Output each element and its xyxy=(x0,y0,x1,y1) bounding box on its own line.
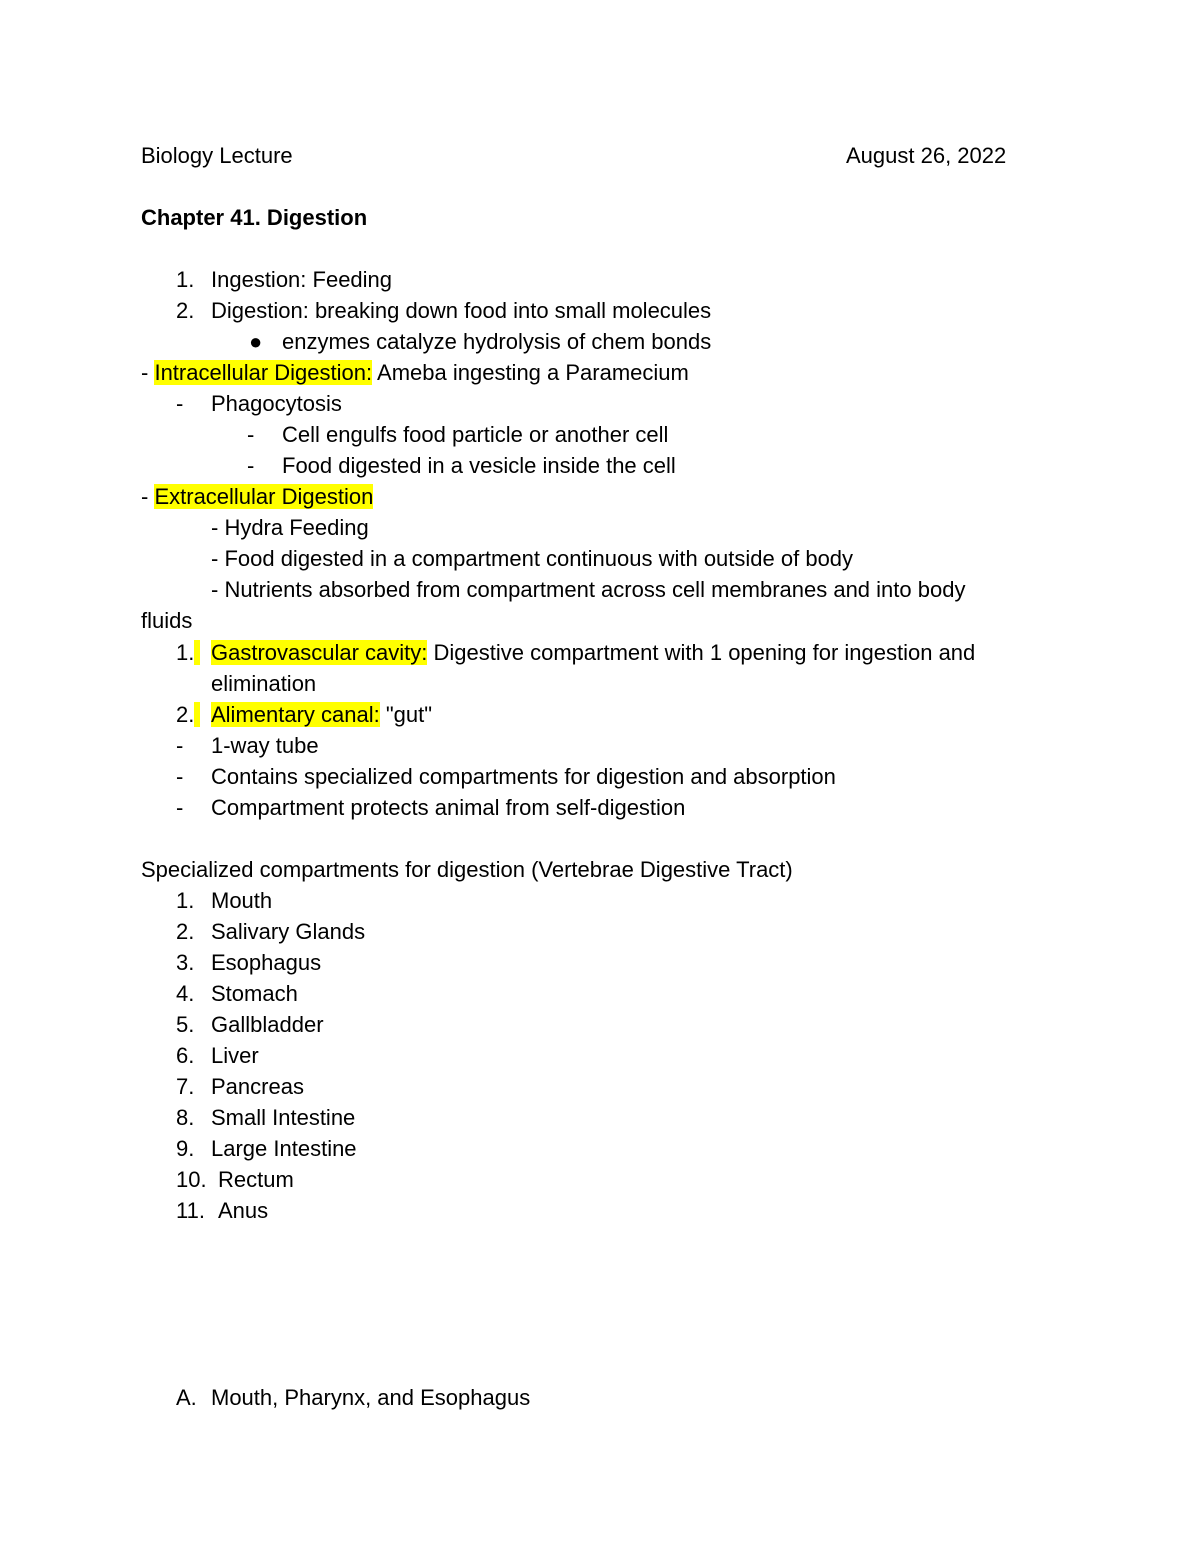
list-number: 6. xyxy=(176,1043,195,1068)
term-description: Ameba ingesting a Paramecium xyxy=(377,360,689,385)
list-item: Salivary Glands xyxy=(211,919,366,944)
dash-marker: - xyxy=(176,733,184,758)
list-item: Ingestion: Feeding xyxy=(211,267,393,292)
chapter-heading: Chapter 41. Digestion xyxy=(141,205,368,230)
list-number: 9. xyxy=(176,1136,195,1161)
list-number: 1. xyxy=(176,267,195,292)
list-item: Pancreas xyxy=(211,1074,304,1099)
list-item: - Nutrients absorbed from compartment across cell membranes and into body xyxy=(211,577,966,602)
dash-marker: - xyxy=(176,795,184,820)
list-item-wrap: elimination xyxy=(211,671,317,696)
section-heading: Specialized compartments for digestion (Vertebrae Digestive Tract) xyxy=(141,857,793,882)
list-number: 10. xyxy=(176,1167,207,1192)
list-item: 1-way tube xyxy=(211,733,319,758)
list-letter: A. xyxy=(176,1385,197,1410)
list-item: Cell engulfs food particle or another cell xyxy=(282,422,669,447)
list-item: Stomach xyxy=(211,981,298,1006)
intracellular-line xyxy=(141,358,689,388)
list-number: 1. xyxy=(176,638,200,668)
list-number: 7. xyxy=(176,1074,195,1099)
list-number: 8. xyxy=(176,1105,195,1130)
dash-marker: - xyxy=(247,453,255,478)
list-number: 11. xyxy=(176,1198,205,1223)
list-item: Compartment protects animal from self-digestion xyxy=(211,795,686,820)
highlighted-term: Intracellular Digestion: xyxy=(154,360,373,385)
dash-marker: - xyxy=(176,764,184,789)
highlighted-term: Gastrovascular cavity: xyxy=(211,640,428,665)
section-a-heading: Mouth, Pharynx, and Esophagus xyxy=(211,1385,531,1410)
list-number: 4. xyxy=(176,981,195,1006)
list-number: 2. xyxy=(176,919,195,944)
list-item: Digestion: breaking down food into small molecules xyxy=(211,298,712,323)
dash-marker: - xyxy=(141,484,149,509)
highlighted-term: Extracellular Digestion xyxy=(154,484,374,509)
list-number: 2. xyxy=(176,298,195,323)
list-item: - Food digested in a compartment continuous with outside of body xyxy=(211,546,854,571)
list-item: Esophagus xyxy=(211,950,322,975)
list-number: 3. xyxy=(176,950,195,975)
term-description: Digestive compartment with 1 opening for ingestion and xyxy=(433,640,976,665)
list-number: 2. xyxy=(176,700,200,730)
list-item: Small Intestine xyxy=(211,1105,356,1130)
document-date: August 26, 2022 xyxy=(846,143,1007,168)
bullet-icon: ● xyxy=(249,329,263,354)
list-item: Phagocytosis xyxy=(211,391,342,416)
list-item: enzymes catalyze hydrolysis of chem bonds xyxy=(282,329,712,354)
list-item: Liver xyxy=(211,1043,259,1068)
term-description: "gut" xyxy=(385,702,433,727)
cavity-line xyxy=(211,700,432,730)
list-item-wrap: fluids xyxy=(141,608,193,633)
list-item: Anus xyxy=(218,1198,269,1223)
list-number: 5. xyxy=(176,1012,195,1037)
highlighted-term: Alimentary canal: xyxy=(211,702,380,727)
list-number: 1. xyxy=(176,888,195,913)
list-item: Rectum xyxy=(218,1167,294,1192)
document-title: Biology Lecture xyxy=(141,143,293,168)
list-item: - Hydra Feeding xyxy=(211,515,369,540)
list-item: Food digested in a vesicle inside the cell xyxy=(282,453,676,478)
dash-marker: - xyxy=(176,391,184,416)
dash-marker: - xyxy=(141,360,149,385)
cavity-line xyxy=(211,638,975,668)
list-item: Contains specialized compartments for digestion and absorption xyxy=(211,764,836,789)
list-item: Large Intestine xyxy=(211,1136,357,1161)
list-item: Gallbladder xyxy=(211,1012,324,1037)
list-item: Mouth xyxy=(211,888,273,913)
extracellular-line xyxy=(141,482,373,512)
dash-marker: - xyxy=(247,422,255,447)
